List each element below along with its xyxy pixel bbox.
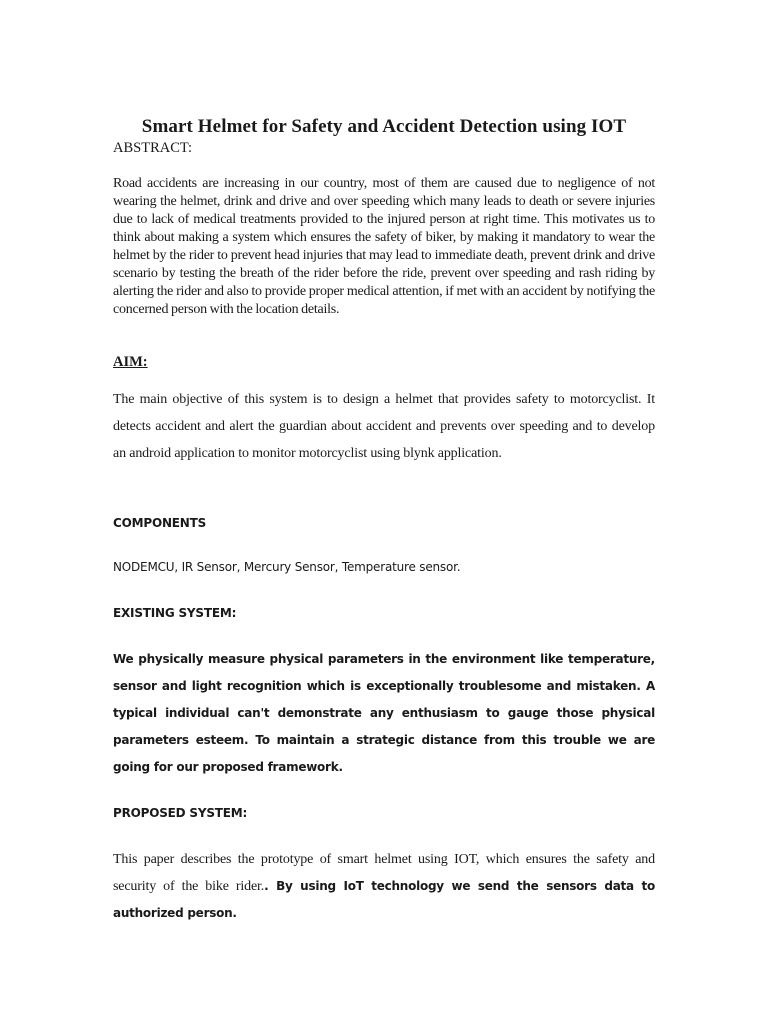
- proposed-system-text-bold: . By using IoT technology we send the sensors data to authorized person.: [113, 879, 655, 920]
- proposed-system-text-regular: This paper describes the prototype of smart helmet using IOT, which ensures the safety and security of the bike rider.: [113, 852, 655, 894]
- abstract-paragraph: Road accidents are increasing in our country, most of them are caused due to negligence of not wearing the helmet, drink and drive and over speeding which many leads to death or severe injuries due to lack of medical treatments provided to the injured person at right time. This motivates us to think about making a system which ensures the safety of biker, by making it mandatory to wear the helmet by the rider to prevent head injuries that may lead to immediate death, prevent drink and drive scenario by testing the breath of the rider before the ride, prevent over speeding and rash riding by alerting the rider and also to provide proper medical attention, if met with an accident by notifying the concerned person with the location details.: [113, 176, 655, 317]
- existing-system-heading: EXISTING SYSTEM:: [113, 606, 237, 620]
- components-heading: COMPONENTS: [113, 516, 207, 530]
- document-title: Smart Helmet for Safety and Accident Detection using IOT: [141, 116, 627, 137]
- aim-heading: AIM:: [113, 354, 148, 370]
- proposed-system-heading: PROPOSED SYSTEM:: [113, 806, 248, 820]
- components-list: NODEMCU, IR Sensor, Mercury Sensor, Temperature sensor.: [113, 560, 461, 574]
- abstract-heading: ABSTRACT:: [113, 140, 193, 156]
- aim-paragraph: The main objective of this system is to design a helmet that provides safety to motorcyclist. It detects accident and alert the guardian about accident and prevents over speeding and to develop an android application to monitor motorcyclist using blynk application.: [113, 392, 655, 461]
- proposed-system-paragraph: [113, 846, 655, 927]
- existing-system-paragraph: We physically measure physical parameters in the environment like temperature, sensor and light recognition which is exceptionally troublesome and mistaken. A typical individual can't demonstrate any enthusiasm to gauge those physical parameters esteem. To maintain a strategic distance from this trouble we are going for our proposed framework.: [113, 652, 655, 774]
